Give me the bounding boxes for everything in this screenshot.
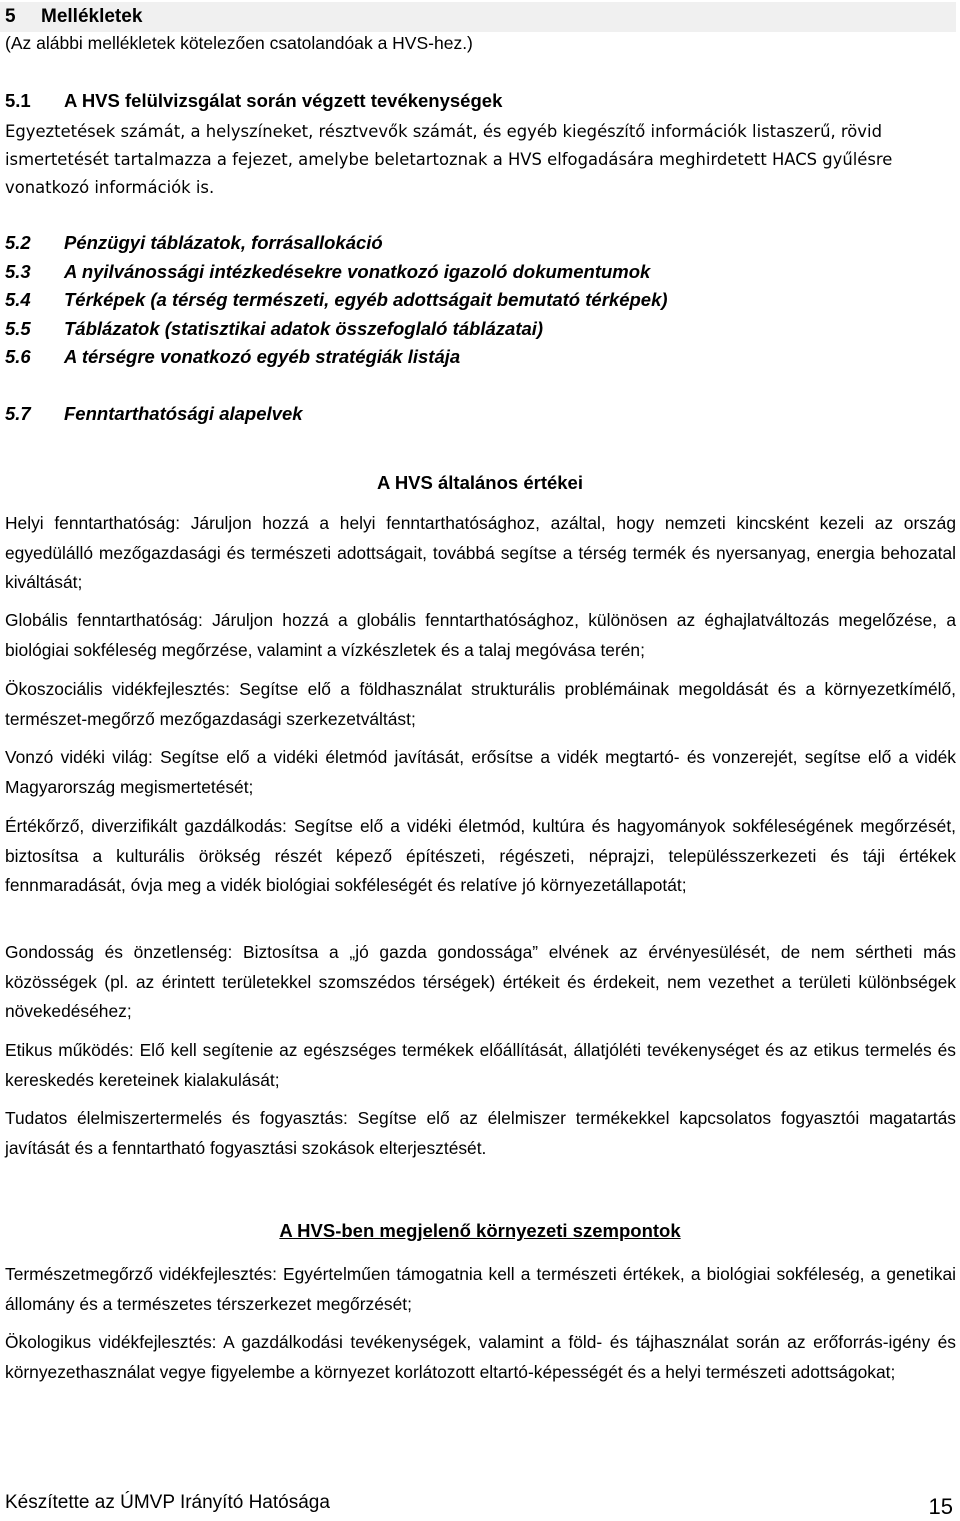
page-footer (5, 1492, 955, 1519)
chapter-heading (5, 6, 956, 28)
section-number: 5.3 (5, 261, 31, 282)
value-paragraph: Helyi fenntarthatóság: Járuljon hozzá a helyi fenntarthatósághoz, azáltal, hogy nemzeti kincsként kezeli az ország egyedülálló mezőgazdasági és természeti adottságait, továbbá segítse a térség termék és nyersanyag, energia behozatal kiváltását; (5, 513, 956, 592)
environment-title-text: A HVS-ben megjelenő környezeti szempontok (279, 1220, 681, 1241)
value-paragraph: Tudatos élelmiszertermelés és fogyasztás: Segítse elő az élelmiszer termékekkel kapcsolatos fogyasztói magatartás javítását és a fenntartható fogyasztási szokások elterjesztését. (5, 1108, 956, 1158)
section-title: Térképek (a térség természeti, egyéb adottságait bemutató térképek) (64, 289, 668, 310)
section-number: 5.7 (5, 403, 31, 424)
section-heading-5-3 (5, 261, 650, 283)
section-number: 5.5 (5, 318, 31, 339)
chapter-title: Mellékletek (41, 6, 143, 27)
section-title: A nyilvánossági intézkedésekre vonatkozó igazoló dokumentumok (64, 261, 651, 282)
section-heading-5-7 (5, 403, 303, 425)
section-heading-5-5 (5, 318, 543, 340)
section-heading-5-4 (5, 289, 668, 311)
section-title: A HVS felülvizsgálat során végzett tevékenységek (64, 90, 503, 111)
chapter-subtitle: (Az alábbi mellékletek kötelezően csatolandóak a HVS-hez.) (5, 33, 473, 53)
footer-text: Készítette az ÚMVP Irányító Hatósága (5, 1492, 330, 1513)
chapter-number: 5 (5, 6, 16, 27)
value-paragraph: Értékőrző, diverzifikált gazdálkodás: Segítse elő a vidéki életmód, kultúra és hagyományok sokféleségének megőrzését, biztosítsa a kulturális örökség részét képező építészeti, régészeti, néprajzi, településszerkezeti és táji értékek fennmaradását, óvja meg a vidék biológiai sokféleségét és relatíve jó környezetállapotát; (5, 816, 956, 895)
section-title: Pénzügyi táblázatok, forrásallokáció (64, 232, 383, 253)
section-number: 5.1 (5, 90, 31, 111)
section-number: 5.6 (5, 346, 31, 367)
value-paragraph: Globális fenntarthatóság: Járuljon hozzá a globális fenntarthatósághoz, különösen az éghajlatváltozás megelőzése, a biológiai sokféleség megőrzése, valamint a vízkészletek és a talaj megóvása terén; (5, 610, 956, 660)
value-paragraph: Gondosság és önzetlenség: Biztosítsa a „jó gazda gondossága” elvének az érvényesülését, de nem sértheti más közösségek (pl. az érintett területekkel szomszédos térségek) értékeit és érdekeit, nem vezethet a területi különbségek növekedéséhez; (5, 942, 956, 1021)
section-heading-5-2 (5, 232, 383, 254)
section-heading-5-1 (5, 90, 502, 112)
page-number: 15 (928, 1494, 953, 1519)
section-title: A térségre vonatkozó egyéb stratégiák listája (64, 346, 461, 367)
values-title: A HVS általános értékei (377, 472, 583, 493)
value-paragraph: Vonzó vidéki világ: Segítse elő a vidéki életmód javítását, erősítse a vidék megtartó- és vonzerejét, segítse elő a vidék Magyarország megismertetését; (5, 747, 956, 797)
section-title: Táblázatok (statisztikai adatok összefoglaló táblázatai) (64, 318, 544, 339)
section-number: 5.2 (5, 232, 31, 253)
section-heading-5-6 (5, 346, 460, 368)
value-paragraph: Ökoszociális vidékfejlesztés: Segítse elő a földhasználat strukturális problémáinak megoldását és a környezetkímélő, természet-megőrző mezőgazdasági szerkezetváltást; (5, 679, 956, 729)
environment-title (0, 1220, 960, 1242)
environment-paragraph: Természetmegőrző vidékfejlesztés: Egyértelműen támogatnia kell a természeti értékek, a biológiai sokféleség, a genetikai állomány és a természetes térszerkezet megőrzését; (5, 1264, 956, 1314)
section-number: 5.4 (5, 289, 31, 310)
section-title: Fenntarthatósági alapelvek (64, 403, 303, 424)
value-paragraph: Etikus működés: Elő kell segítenie az egészséges termékek előállítását, állatjóléti tevékenységet és az etikus termelés és kereskedés kereteinek kialakulását; (5, 1040, 956, 1090)
section-5-1-text: Egyeztetések számát, a helyszíneket, résztvevők számát, és egyéb kiegészítő információk listaszerű, rövid ismertetését tartalmazza a fejezet, amelybe beletartoznak a HVS elfogadására meghirdetett HACS gyűlésre vonatkozó információk is. (5, 122, 893, 197)
environment-paragraph: Ökologikus vidékfejlesztés: A gazdálkodási tevékenységek, valamint a föld- és tájhasználat során az erőforrás-igény és környezethasználat vegye figyelembe a környezet korlátozott eltartó-képességét és a helyi természeti adottságokat; (5, 1332, 956, 1382)
